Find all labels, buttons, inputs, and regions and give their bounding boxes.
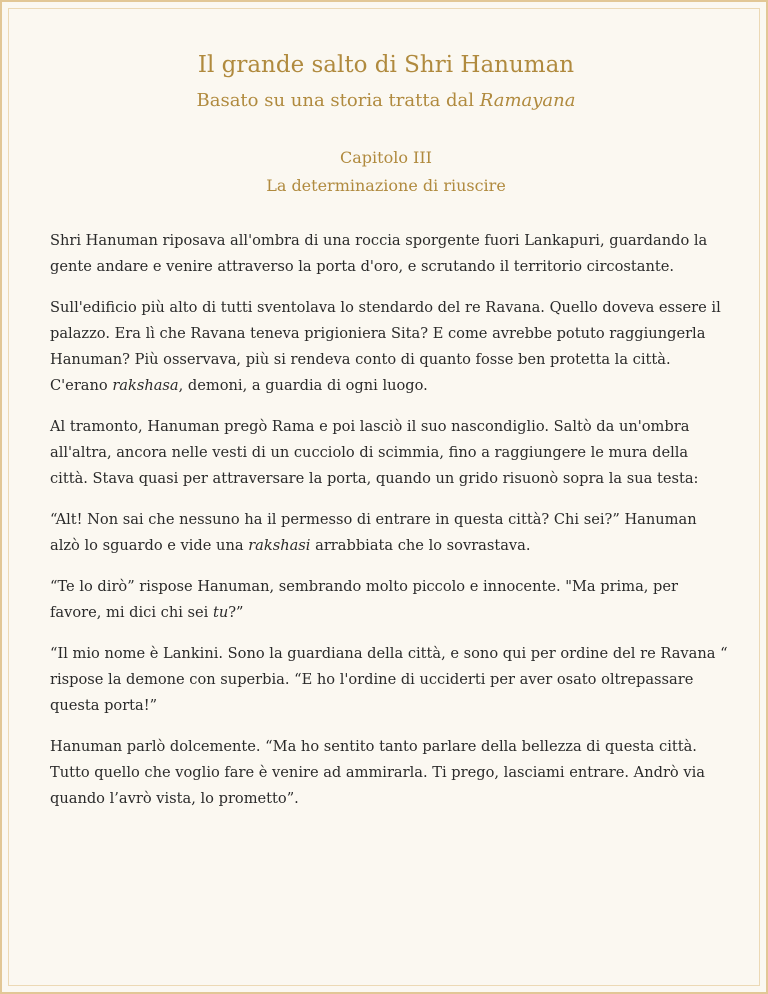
paragraph-4-text-a: “Alt! Non sai che nessuno ha il permesso di entrare in questa città? Chi sei?” Hanuman alzò lo sguardo e vide una bbox=[50, 511, 697, 554]
paragraph-1: Shri Hanuman riposava all'ombra di una roccia sporgente fuori Lankapuri, guardando la gente andare e venire attraverso la porta d'oro, e scrutando il territorio circostante. bbox=[50, 232, 708, 275]
chapter-title: La determinazione di riuscire bbox=[266, 176, 506, 195]
paragraph-5 bbox=[50, 574, 730, 626]
subtitle-text: Basato su una storia tratta dal bbox=[196, 90, 480, 111]
paragraph-2 bbox=[50, 295, 730, 399]
paragraph-4 bbox=[50, 507, 730, 559]
chapter-number: Capitolo III bbox=[340, 148, 432, 167]
document-title: Il grande salto di Shri Hanuman bbox=[197, 52, 575, 78]
paragraph-5-emphasis: tu bbox=[212, 604, 229, 621]
document-subtitle bbox=[2, 88, 768, 114]
subtitle-source-title: Ramayana bbox=[479, 90, 576, 111]
paragraph-5-text-b: ?” bbox=[228, 604, 244, 621]
story-body bbox=[50, 228, 730, 827]
paragraph-2-emphasis: rakshasa bbox=[112, 377, 179, 394]
paragraph-4-text-b: arrabbiata che lo sovrastava. bbox=[310, 537, 531, 554]
paragraph-4-emphasis: rakshasi bbox=[248, 537, 311, 554]
paragraph-2-text-b: , demoni, a guardia di ogni luogo. bbox=[178, 377, 428, 394]
paragraph-5-text-a: “Te lo dirò” rispose Hanuman, sembrando molto piccolo e innocente. "Ma prima, per favore, mi dici chi sei bbox=[50, 578, 679, 621]
paragraph-2-text-a: Sull'edificio più alto di tutti sventolava lo stendardo del re Ravana. Quello doveva essere il palazzo. Era lì che Ravana teneva prigioniera Sita? E come avrebbe potuto raggiungerla Hanuman? Più osservava, più si rendeva conto di quanto fosse ben protetta la città. C'erano bbox=[50, 299, 721, 394]
paragraph-3: Al tramonto, Hanuman pregò Rama e poi lasciò il suo nascondiglio. Saltò da un'ombra all'altra, ancora nelle vesti di un cucciolo di scimmia, fino a raggiungere le mura della città. Stava quasi per attraversare la porta, quando un grido risuonò sopra la sua testa: bbox=[50, 418, 699, 487]
paragraph-6: “Il mio nome è Lankini. Sono la guardiana della città, e sono qui per ordine del re Ravana “ rispose la demone con superbia. “E ho l'ordine di ucciderti per aver osato oltrepassare questa porta!” bbox=[50, 645, 728, 714]
paragraph-7: Hanuman parlò dolcemente. “Ma ho sentito tanto parlare della bellezza di questa città. Tutto quello che voglio fare è venire ad ammirarla. Ti prego, lasciami entrare. Andrò via quando l’avrò vista, lo prometto”. bbox=[50, 738, 705, 807]
